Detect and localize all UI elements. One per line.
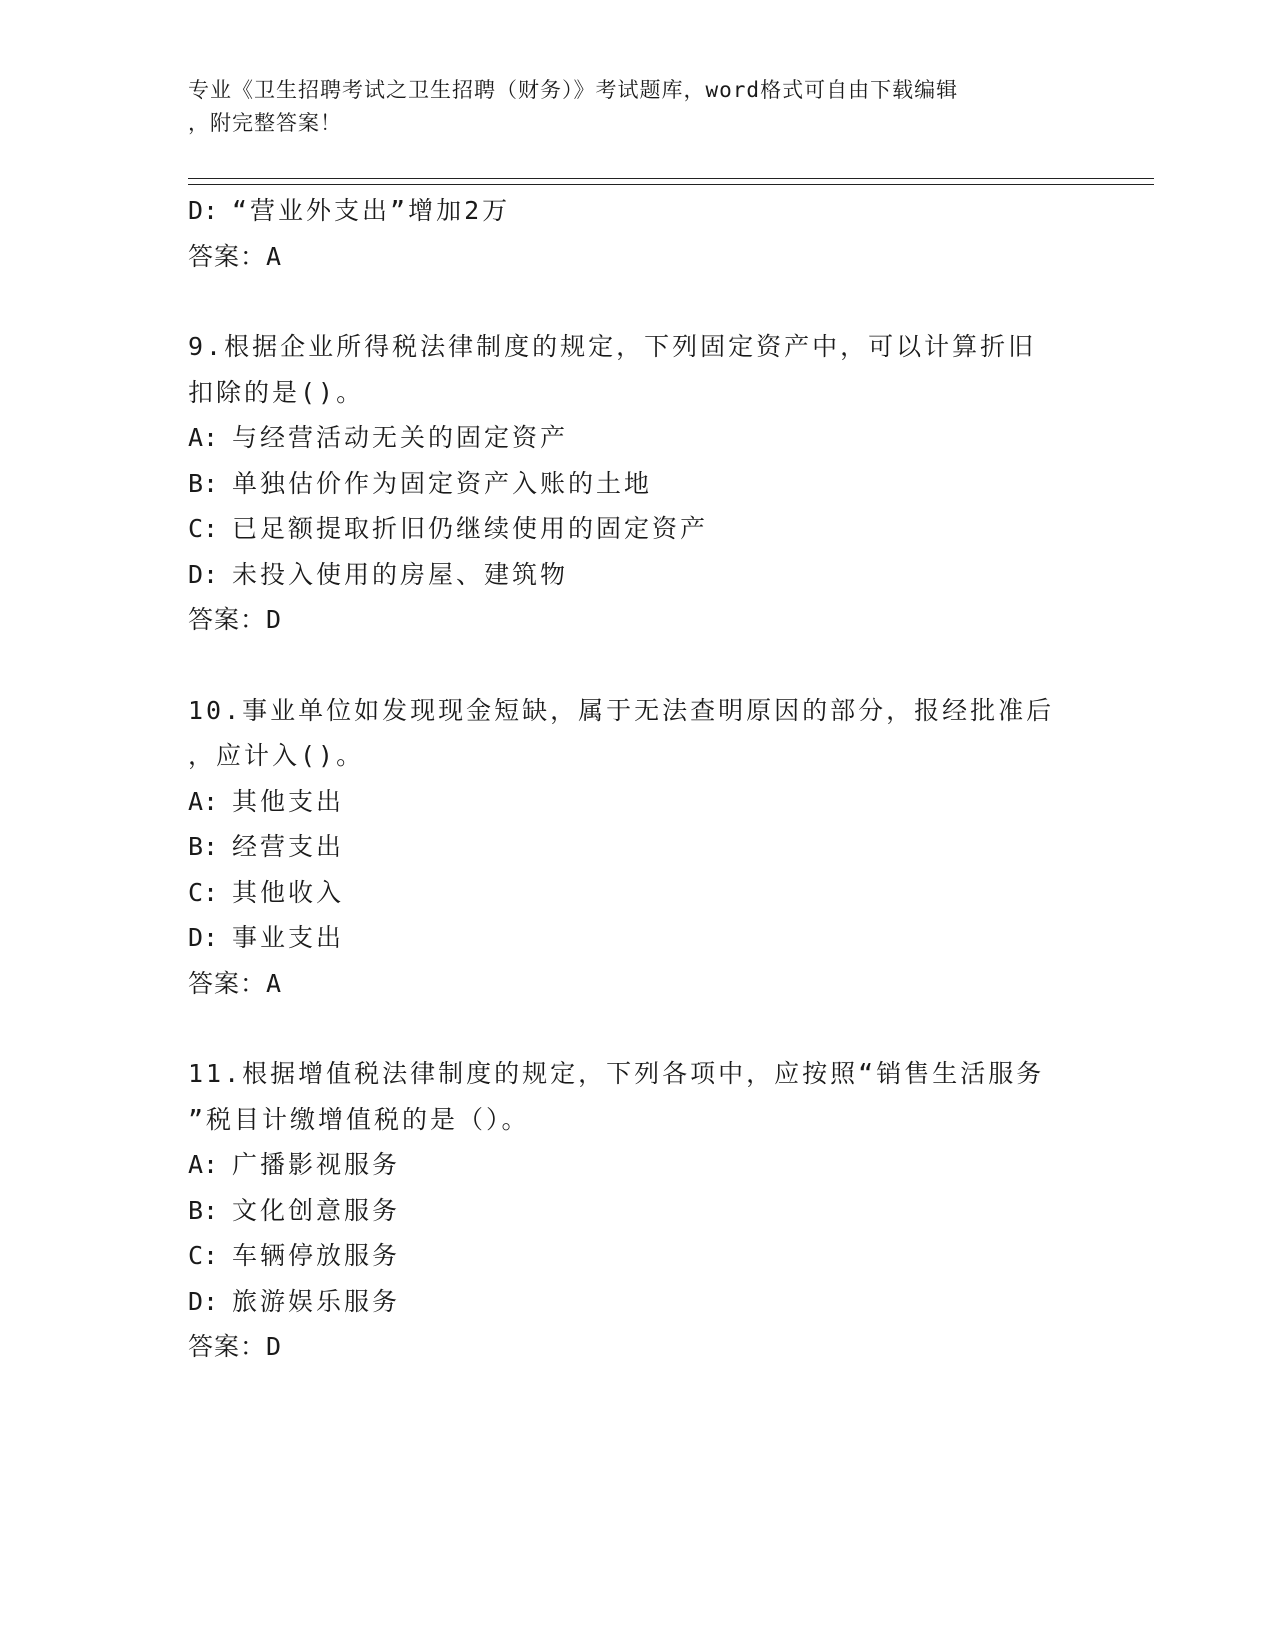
option-text: 车辆停放服务 xyxy=(232,1241,401,1270)
option-letter: C: xyxy=(188,514,219,543)
question-10-option-a xyxy=(188,779,1088,825)
header-divider-top xyxy=(188,178,1154,179)
option-text: 旅游娱乐服务 xyxy=(232,1286,401,1316)
question-10-option-d xyxy=(188,915,1088,961)
option-text: 未投入使用的房屋、建筑物 xyxy=(232,559,569,589)
option-letter: A: xyxy=(188,423,219,452)
option-text: 其他支出 xyxy=(232,786,345,816)
carryover-answer: 答案：A xyxy=(188,241,283,271)
header-divider-bottom xyxy=(188,184,1154,185)
question-10-answer: 答案：A xyxy=(188,968,283,998)
question-9-line-2: 扣除的是()。 xyxy=(188,377,365,407)
document-header xyxy=(188,74,1068,140)
option-letter: A: xyxy=(188,1150,219,1179)
header-line-1: 专业《卫生招聘考试之卫生招聘（财务）》考试题库，word格式可自由下载编辑 xyxy=(188,78,959,102)
carryover-option-d xyxy=(188,188,1088,234)
option-letter: D: xyxy=(188,559,219,589)
option-letter: B: xyxy=(188,468,219,498)
question-9-line-1: 9.根据企业所得税法律制度的规定，下列固定资产中，可以计算折旧 xyxy=(188,332,1037,361)
question-9-option-a xyxy=(188,415,1088,461)
question-11-line-2: ”税目计缴增值税的是（）。 xyxy=(188,1104,530,1134)
option-letter: C: xyxy=(188,1241,219,1270)
option-letter: D: xyxy=(188,923,219,952)
option-text: “营业外支出”增加2万 xyxy=(232,196,511,225)
option-letter: B: xyxy=(188,832,219,861)
question-9-option-b xyxy=(188,461,1088,507)
question-11-option-b xyxy=(188,1188,1088,1234)
question-content xyxy=(188,188,1088,1370)
question-10-option-b xyxy=(188,824,1088,870)
question-9-option-c xyxy=(188,506,1088,552)
option-text: 已足额提取折旧仍继续使用的固定资产 xyxy=(232,514,709,543)
question-9-option-d xyxy=(188,552,1088,598)
option-letter: C: xyxy=(188,877,219,907)
question-9-answer: 答案：D xyxy=(188,605,283,634)
question-10-option-c xyxy=(188,870,1088,916)
option-text: 文化创意服务 xyxy=(232,1195,401,1225)
option-letter: D: xyxy=(188,1286,219,1316)
option-text: 经营支出 xyxy=(232,832,345,861)
question-11-option-d xyxy=(188,1279,1088,1325)
option-text: 其他收入 xyxy=(232,877,345,907)
option-letter: A: xyxy=(188,786,219,816)
question-11-option-a xyxy=(188,1142,1088,1188)
question-11-answer: 答案：D xyxy=(188,1332,283,1361)
option-letter: B: xyxy=(188,1195,219,1225)
option-text: 广播影视服务 xyxy=(232,1150,401,1179)
option-text: 事业支出 xyxy=(232,923,345,952)
question-11-option-c xyxy=(188,1233,1088,1279)
question-10-line-2: ，应计入()。 xyxy=(188,741,365,770)
option-text: 单独估价作为固定资产入账的土地 xyxy=(232,468,653,498)
header-line-2: ，附完整答案！ xyxy=(188,111,342,135)
option-text: 与经营活动无关的固定资产 xyxy=(232,423,569,452)
question-10-line-1: 10.事业单位如发现现金短缺，属于无法查明原因的部分，报经批准后 xyxy=(188,695,1055,725)
option-letter: D: xyxy=(188,196,219,225)
question-11-line-1: 11.根据增值税法律制度的规定，下列各项中，应按照“销售生活服务 xyxy=(188,1059,1045,1088)
